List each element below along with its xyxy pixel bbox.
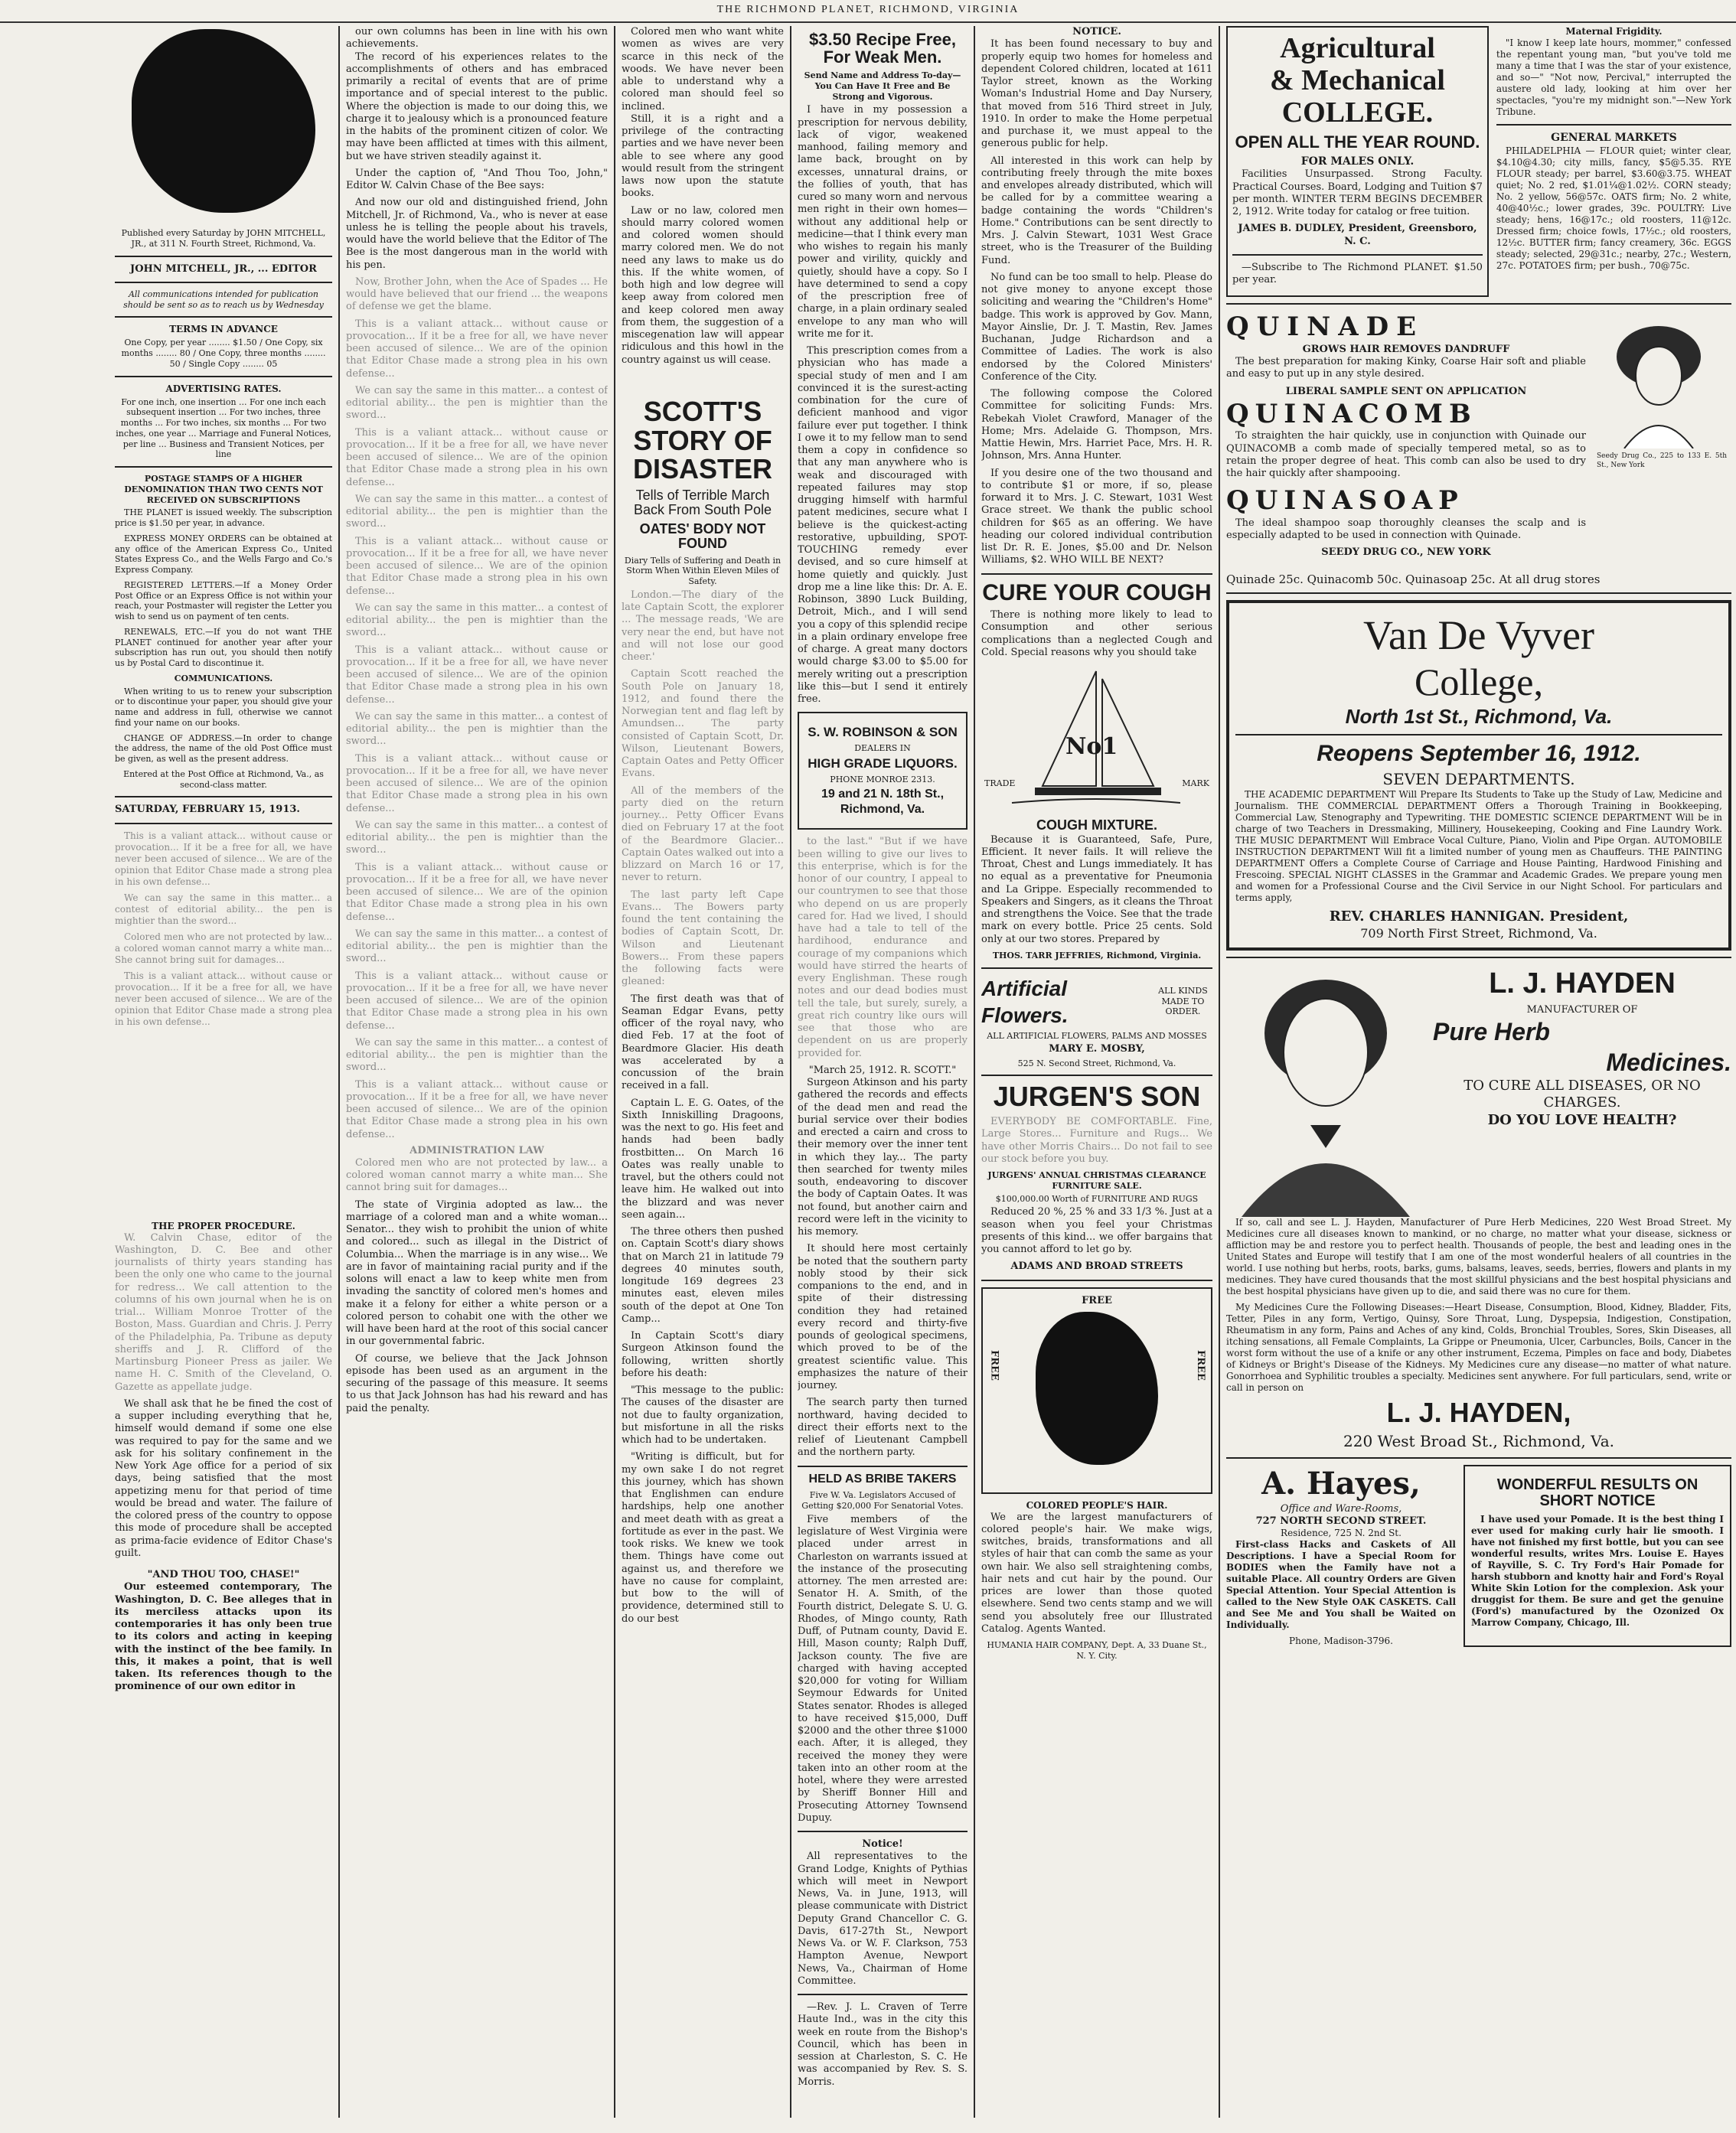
scott-continued: to the last." "But if we have been willing to give our lives to this enterprise, which is for the honor of our country, I appeal to our countrymen to see that those who depend on us are properly cared for. Had we lived, I should have had a tale to tell of the hardihood, endurance and courage of my companions which would have stirred the hearts of every Englishman. These rough notes and our dead bodies must tell the tale, but surely, surely, a great rich country like ours will see that those who are dependent on us are properly provided for. <box>798 836 968 1059</box>
agri-open: OPEN ALL THE YEAR ROUND. <box>1235 132 1480 152</box>
quinacomb-text: To straighten the hair quickly, use in conjunction with Quinade our QUINACOMB a comb made of specially tempered metal, so as to retain the proper degree of heat. This comb can also be used to dry the hair quickly after shampooing. <box>1226 430 1586 480</box>
col3-p11: In Captain Scott's diary Surgeon Atkinson found the following, written shortly before his death: <box>622 1330 784 1379</box>
hayes-address: 727 NORTH SECOND STREET. <box>1255 1515 1427 1527</box>
col3-p7: The last party left Cape Evans... The Bowers party found the tent containing the bodies of Captain Scott, Dr. Wilson and Lieutenant Bowers... From these papers the following facts were gleaned: <box>622 889 784 988</box>
cough-text: There is nothing more likely to lead to Consumption and other serious complications than a neglected Cough and Cold. Special reasons why you should take <box>981 609 1212 658</box>
hayden-text-2: My Medicines Cure the Following Diseases:—Heart Disease, Consumption, Blood, Kidney, Bladder, Fits, Tetter, Piles in any form, Vertigo, Quinsy, Sore Throat, Lung, Dyspepsia, Indigestion, Constipation, Rheumatism in any form, Pains and Aches of any kind, Colds, Bronchial Troubles, Sores, Skin Diseases, all itching sensations, all Female Complaints, La Grippe or Pneumonia, Ulcer, Carbuncles, Boils, Cancer in the worst form without the use of a knife or any other instrument, Eczema, Pimples on face and body, Diabetes of Kidneys or Bright's Disease of the Kidneys. My Medicines cure any disease—no matter of what nature. Gonorrhoea and Syphilitic troubles a specialty. Medicines sent anywhere. For full particulars, send, write or call in person on <box>1226 1301 1731 1393</box>
quinade-title: QUINADE <box>1226 311 1424 343</box>
humania: HUMANIA HAIR COMPANY, Dept. A, 33 Duane St., N. Y. City. <box>987 1640 1207 1661</box>
notice-p2: All interested in this work can help by contributing freely through the mite boxes and envelopes already distributed, which will be called for by a committee wearing a badge containing the words "Children's Home." Contributions can be sent directly to Mrs. J. Calvin Stewart, 1031 West Grace street, who is the Treasurer of the Building Fund. <box>981 155 1212 266</box>
robinson-address: 19 and 21 N. 18th St., Richmond, Va. <box>821 788 945 817</box>
vdv-address: North 1st St., Richmond, Va. <box>1345 705 1613 729</box>
col2-p3: Under the caption of, "And Thou Too, John," Editor W. Calvin Chase of the Bee says: <box>346 167 608 191</box>
agri-line-1: Agricultural <box>1280 32 1435 64</box>
atkinson-text-2: It should here most certainly be noted that the southern party nobly stood by their sick companions to the end, and in spite of their distressing condition they had retained every record and thirty-five pounds of geological specimens, which proved to be of the greatest scientific value. This emphasizes the nature of their journey. <box>798 1243 968 1392</box>
agri-males: FOR MALES ONLY. <box>1300 155 1415 168</box>
craven-note: —Rev. J. L. Craven of Terre Haute Ind., was in the city this week en route from the Bishop's Council, which has been in session at Charleston, S. C. He was accompanied by Rev. S. S. Morris. <box>798 2001 968 2088</box>
flowers-headline: Artificial Flowers. <box>981 976 1069 1027</box>
col3-p9: Captain L. E. G. Oates, of the Sixth Inniskilling Dragoons, was the next to go. His feet and hands had been badly frostbitten... On March 16 Oates was really unable to travel, but the others could not leave him. He walked out into the blizzard and was never seen again... <box>622 1097 784 1221</box>
procedure-text: W. Calvin Chase, editor of the Washington, D. C. Bee and other journalists of thirty years standing has been the only one who came to the journal for redress... We call attention to the columns of his own journal when he is on trial... William Monroe Trotter of the Boston, Mass. Guardian and Chris. J. Perry of the Philadelphia, Pa. Tribune as deputy sheriffs and J. R. Clifford of the Martinsburg Pioneer Press as jailer. We name H. C. Smith of the Cleveland, O. Gazette as appellate judge. <box>115 1231 332 1393</box>
free-top: FREE <box>1082 1294 1112 1306</box>
bribe-subhead: Five W. Va. Legislators Accused of Getting $20,000 For Senatorial Votes. <box>801 1490 964 1512</box>
col2-p1: our own columns has been in line with his own achievements. <box>346 26 608 51</box>
quinasoap-title: QUINASOAP <box>1226 485 1464 517</box>
atkinson-text: Surgeon Atkinson and his party gathered the records and effects of the dead men and read the burial service over their bodies and erected a cairn and cross to their memory over the inner tent in which they lay... The party then searched for twenty miles south, endeavoring to discover the body of Captain Oates. It was not found, but another cairn and record were left in the vicinity to his memory. <box>798 1077 968 1238</box>
col2-p11: Of course, we believe that the Jack Johnson episode has been used as an argument in the securing of the passage of this measure. It seems to us that Jack Johnson has had his reward and has paid the penalty. <box>346 1352 608 1414</box>
hair-text: We are the largest manufacturers of colored people's hair. We make wigs, switches, braids, transformations and all styles of hair that can comb the same as your own hair. We also sell straightening combs, hair nets and cut hair by the pound. Our prices are lower than those quoted elsewhere. Send two cents stamp and we will send you absolutely free our Illustrated Catalog. Agents Wanted. <box>981 1511 1212 1635</box>
quinade-ad <box>1226 311 1731 586</box>
mark-label: MARK <box>1182 778 1209 788</box>
column-rule <box>974 26 975 2118</box>
col3-p10: The three others then pushed on. Captain Scott's diary shows that on March 21 in latitude 79 degrees 40 minutes south, longitude 169 degrees 23 minutes east, eleven miles south of the depot at One Ton Camp... <box>622 1226 784 1325</box>
col3-p6: All of the members of the party died on the return journey... Petty Officer Evans died on February 17 at the foot of the Beardmore Glacier... Captain Oates walked out into a blizzard on March 16 or 17, never to return. <box>622 784 784 884</box>
jeffries: THOS. TARR JEFFRIES, Richmond, Virginia. <box>992 950 1202 961</box>
frigidity-text: "I know I keep late hours, mommer," confessed the repentant young man, "but you've told me many a time that I was the star of your existence, and so—" "Not now, Percival," interrupted the austere old lady, looking at him over her spectacles, "you're my midnight son."—New York Tribune. <box>1496 38 1731 117</box>
flowers-ad-head <box>981 975 1212 1029</box>
notice-title: NOTICE. <box>1072 26 1121 38</box>
col3-p4: London.—The diary of the late Captain Scott, the explorer ... The message reads, 'We are very near the end, but have not and will not lose our good cheer.' <box>622 589 784 664</box>
mosby-address: 525 N. Second Street, Richmond, Va. <box>1017 1058 1176 1068</box>
agri-line-2: & Mechanical <box>1269 64 1445 96</box>
wonderful-headline: WONDERFUL RESULTS ON SHORT NOTICE <box>1496 1476 1698 1509</box>
col2-faded-body: This is a valiant attack... without cause or provocation... If it be a free for all, we have never been accused of silence... We are of the opinion that Editor Chase made a strong plea in his own defense... We can say the same in this matter... a contest of editorial ability... the pen is mightier than the sword... This is a valiant attack... without cause or provocation... If it be a free for all, we have never been accused of silence... We are of the opinion that Editor Chase made a strong plea in his own defense... We can say the same in this matter... a contest of editorial ability... the pen is mightier than the sword... This is a valiant attack... without cause or provocation... If it be a free for all, we have never been accused of silence... We are of the opinion that Editor Chase made a strong plea in his own defense... We can say the same in this matter... a contest of editorial ability... the pen is mightier than the sword... This is a valiant attack... without cause or provocation... If it be a free for all, we have never been accused of silence... We are of the opinion that Editor Chase made a strong plea in his own defense... We can say the same in this matter... a contest of editorial ability... the pen is mightier than the sword... This is a valiant attack... without cause or provocation... If it be a free for all, we have never been accused of silence... We are of the opinion that Editor Chase made a strong plea in his own defense... We can say the same in this matter... a contest of editorial ability... the pen is mightier than the sword... This is a valiant attack... without cause or provocation... If it be a free for all, we have never been accused of silence... We are of the opinion that Editor Chase made a strong plea in his own defense... We can say the same in this matter... a contest of editorial ability... the pen is mightier than the sword... This is a valiant attack... without cause or provocation... If it be a free for all, we have never been accused of silence... We are of the opinion that Editor Chase made a strong plea in his own defense... We can say the same in this matter... a contest of editorial ability... the pen is mightier than the sword... This is a valiant attack... without cause or provocation... If it be a free for all, we have never been accused of silence... We are of the opinion that Editor Chase made a strong plea in his own defense... <box>346 318 608 1140</box>
hayes-text: First-class Hacks and Caskets of All Descriptions. I have a Special Room for BODIES when the Family have not a suitable Place. All country Orders are Given Special Attention. Your Special Attention is called to the New Style OAK CASKETS. Call and See Me and You shall be Waited on Individually. <box>1226 1539 1456 1631</box>
jurgens-address: ADAMS AND BROAD STREETS <box>1010 1261 1183 1273</box>
diary-subhead: Diary Tells of Suffering and Death in Storm When Within Eleven Miles of Safety. <box>624 555 782 587</box>
atkinson-text-3: The search party then turned northward, having decided to direct their efforts next to the relief of Lieutenant Campbell and the northern party. <box>798 1397 968 1459</box>
col2-p5: Now, Brother John, when the Ace of Spades ... He would have believed that our friend ... the weapons of defense we get the blame. <box>346 276 608 313</box>
woman-portrait-icon <box>1601 318 1716 448</box>
notice-p4: The following compose the Colored Committee for soliciting Funds: Mrs. Rebekah Violet Crawford, Manager of the Home; Mrs. Adelaide G. Thompson, Mrs. Mattie Hewin, Mrs. Harriet Pace, Mrs. H. R. Johnson, Mrs. Anna Hunter. <box>981 388 1212 462</box>
recipe-subhead: Send Name and Address To-day—You Can Have It Free and Be Strong and Vigorous. <box>804 70 961 102</box>
express-note: EXPRESS MONEY ORDERS can be obtained at any office of the American Express Co., United States Express Co., and the Wells Fargo and Co.'s Express Company. <box>115 533 332 575</box>
scott-headline: SCOTT'S STORY OF DISASTER <box>632 395 773 485</box>
flowers-text: ALL ARTIFICIAL FLOWERS, PALMS AND MOSSES <box>987 1030 1207 1041</box>
jurgens-sale: JURGENS' ANNUAL CHRISTMAS CLEARANCE FURNITURE SALE. <box>987 1170 1206 1191</box>
date-line: SATURDAY, FEBRUARY 15, 1913. <box>115 804 300 816</box>
publisher-line: Published every Saturday by JOHN MITCHELL, JR., at 311 N. Fourth Street, Richmond, Va. <box>121 228 326 249</box>
planet-issued: THE PLANET is issued weekly. The subscription price is $1.50 per year, in advance. <box>115 507 332 528</box>
jurgens-text: EVERYBODY BE COMFORTABLE. Fine, Large Stores... Furniture and Rugs... We have other Morris Chairs... Do not fail to see our stock before you buy. <box>981 1116 1212 1165</box>
communications-title: COMMUNICATIONS. <box>174 673 273 683</box>
notice-p5: If you desire one of the two thousand and to contribute $1 or more, if so, please forward it to Mrs. J. C. Stewart, 1031 West Grace street. We thank the public school children for $65 as an offering. We have heading our colored individual contribution list Dr. R. E. Jones, $5.00 and Dr. Nelson Williams, $2. WHO WILL BE NEXT? <box>981 467 1212 566</box>
wonderful-text: I have used your Pomade. It is the best thing I ever used for making curly hair lie smooth. I have not finished my first bottle, but you can see wonderful results, writes Mrs. Louise E. Hayes of Rayville, S. C. Try Ford's Hair Pomade for harsh stubborn and knotty hair and Ford's Royal White Skin Lotion for the complexion. Ask your druggist for them. Be sure and get the genuine (Ford's) manufactured by the Ozonized Ox Marrow Company, Chicago, Ill. <box>1471 1513 1724 1628</box>
and-thou-title: "AND THOU TOO, CHASE!" <box>147 1569 300 1580</box>
robinson-ad <box>798 712 968 830</box>
oates-headline: OATES' BODY NOT FOUND <box>639 520 766 551</box>
vdv-reopens: Reopens September 16, 1912. <box>1317 740 1641 766</box>
column-3 <box>622 26 784 2118</box>
jurgens-sale-3: Reduced 20 %, 25 % and 33 1/3 %. Just at a season when you feel your Christmas presents of this kind... we offer bargains that you cannot afford to let go by. <box>981 1206 1212 1256</box>
and-thou-text: Our esteemed contemporary, The Washington, D. C. Bee alleges that in its merciless attacks upon its contemporaries it has only been true to its colors and acting in keeping with the instinct of the bee family. In this, it makes a point, that is well taken. Its references though to the prominence of our own editor in <box>115 1581 332 1693</box>
recipe-text: I have in my possession a prescription for nervous debility, lack of vigor, weakened manhood, failing memory and lame back, brought on by excesses, unnatural drains, or the follies of youth, that has cured so many worn and nervous men right in their own homes—without any additional help or medicine—that I think every man who wishes to regain his manly power and virility, quickly and quietly, should have a copy. So I have determined to send a copy of the prescription free of charge, in a plain ordinary sealed envelope to any man who will write me for it. <box>798 104 968 340</box>
agri-president: JAMES B. DUDLEY, President, Greensboro, N. C. <box>1238 223 1477 247</box>
col3-p1: Colored men who want white women as wives are very scarce in this neck of the woods. We have never been able to understand why a colored man should feel so inclined. <box>622 26 784 113</box>
vdv-line-1: Van De Vyver <box>1363 612 1594 659</box>
recipe-text-2: This prescription comes from a physician who has made a special study of men and I am convinced it is the surest-acting combination for the cure of deficient manhood and vigor failure ever put together. I think I owe it to my fellow man to send them a copy in confidence so that any man anywhere who is weak and discouraged with repeated failures may stop drugging himself with harmful patent medicines, secure what I believe is the quickest-acting restorative, upbuilding, SPOT-TOUCHING remedy ever devised, and so cure himself at home quietly and quickly. Just drop me a line like this: Dr. A. E. Robinson, 3890 Luck Building, Detroit, Mich., and I will send you a copy of this splendid recipe in a plain ordinary envelope free of charge. A great many doctors would charge $3.00 to $5.00 for merely writing out a prescription like this—but I send it entirely free. <box>798 345 968 706</box>
trade-label: TRADE <box>984 778 1016 788</box>
vdv-ad <box>1226 600 1731 950</box>
markets-text: PHILADELPHIA — FLOUR quiet; winter clear, $4.10@4.30; city mills, fancy, $5@5.35. RYE FLOUR steady; per barrel, $3.60@3.75. WHEAT quiet; No. 2 red, $1.01¼@1.02½. CORN steady; No. 2 yellow, 56@57c. OATS firm; No. 2 white, 40@40½c.; lower grades, 39c. POULTRY: Live steady; hens, 16@17c.; old roosters, 11@12c. Dressed firm; choice fowls, 17½c.; old roosters, 12½c. BUTTER firm; fancy creamery, 36c. EGGS steady; selected, 29@31c.; nearby, 27c.; Western, 27c. POTATOES firm; per bush., 70@75c. <box>1496 145 1731 271</box>
notice-text: All representatives to the Grand Lodge, Knights of Pythias which will meet in Newport News, Va. in June, 1913, will please communicate with District Deputy Grand Chancellor C. G. Davis, 617-27th St., Newport News Va. or W. F. Clarkson, 753 Hampton Avenue, Newport News, Va., Chairman of Home Committee. <box>798 1851 968 1987</box>
vdv-seven: SEVEN DEPARTMENTS. <box>1382 770 1575 789</box>
robinson-goods: HIGH GRADE LIQUORS. <box>808 756 958 771</box>
col2-p4: And now our old and distinguished friend, John Mitchell, Jr. of Richmond, Va., who is never at ease unless he is telling the people about his travels, would have the world believe that the Editor of The Bee is the most dangerous man in the world with his pen. <box>346 197 608 271</box>
bottom-ads <box>1226 1465 1731 1648</box>
postage-note: POSTAGE STAMPS OF A HIGHER DENOMINATION THAN TWO CENTS NOT RECEIVED ON SUBSCRIPTIONS <box>124 474 323 505</box>
vdv-line-2: College, <box>1414 660 1544 703</box>
col6-right-top <box>1496 26 1731 297</box>
column-4 <box>798 26 968 2118</box>
column-rule <box>338 26 340 2118</box>
robinson-phone: PHONE MONROE 2313. <box>830 774 935 784</box>
quinade-text: The best preparation for making Kinky, Coarse Hair soft and pliable and easy to put up in any style desired. <box>1226 356 1586 380</box>
entered-note: Entered at the Post Office at Richmond, Va., as second-class matter. <box>123 768 324 790</box>
flowers-right: ALL KINDS MADE TO ORDER. <box>1158 985 1208 1017</box>
hayden-text: If so, call and see L. J. Hayden, Manufacturer of Pure Herb Medicines, 220 West Broad Street. My Medicines cure all diseases known to mankind, or no charge, no matter what your disease, sickness or affliction may be and restore you to perfect health. Thousands of people, the best and leading ones in the United States and Europe will testify that I am one of the most wonderful healers of all countries in the world. I use nothing but herbs, roots, barks, gums, balsams, leaves, seeds, berries, flowers and plants in my medicines. They have cured thousands that the most skillful physicians and the best hospital physicians and the best hospital physicians have given up to die, and said there was no cure for them. <box>1226 1216 1731 1296</box>
free-right: FREE <box>1195 1349 1206 1381</box>
hayden-medicines: Medicines. <box>1606 1048 1731 1076</box>
bribe-text: Five members of the legislature of West Virginia were placed under arrest in Charleston on warrants issued at the instance of the prosecuting attorney. The men arrested are: Senator H. A. Smith, of the Fourth district, Delegate S. U. G. Rhodes, of Mingo county, Rath Duff, of Putnam county, David E. Hill, Mason county; Ralph Duff, Jackson county. The five are charged with having accepted $20,000 for voting for William Seymour Edwards for United States senator. Rhodes is alleged to have received $15,000, Duff $2000 and the other three $1000 each. After, it is alleged, they received the money they were taken into an other room at the hotel, where they were arrested by Sheriff Bonner Hill and Prosecuting Attorney Townsend Dupuy. <box>798 1513 968 1824</box>
quinade-sub: GROWS HAIR REMOVES DANDRUFF <box>1302 343 1510 355</box>
col3-p13: "Writing is difficult, but for my own sake I do not regret this journey, which has shown that Englishmen can endure hardships, help one another and meet death with as great a fortitude as ever in the past. We took risks. We knew we took them. Things have come out against us, and therefore we have no cause for complaint, but bow to the will of providence, determined still to do our best <box>622 1451 784 1625</box>
hayes-phone: Phone, Madison-3796. <box>1289 1636 1393 1647</box>
hayes-ad <box>1226 1465 1456 1648</box>
seedy-small: Seedy Drug Co., 225 to 133 E. 5th St., New York <box>1597 452 1727 469</box>
proper-procedure-title: THE PROPER PROCEDURE. <box>152 1220 295 1231</box>
agri-ad <box>1226 26 1489 297</box>
col3-p12: "This message to the public: The causes of the disaster are not due to faulty organization, but misfortune in all the risks which had to be undertaken. <box>622 1384 784 1446</box>
hayes-residence: Residence, 725 N. 2nd St. <box>1281 1528 1402 1539</box>
column-5 <box>981 26 1212 2118</box>
col2-p9: Colored men who are not protected by law... a colored woman cannot marry a white man... She cannot bring suit for damages... <box>346 1156 608 1194</box>
quinade-liberal: LIBERAL SAMPLE SENT ON APPLICATION <box>1285 385 1527 397</box>
robinson-dealers: DEALERS IN <box>854 742 911 753</box>
hayden-manufacturer: MANUFACTURER OF <box>1526 1003 1638 1016</box>
hayden-address: 220 West Broad St., Richmond, Va. <box>1343 1431 1614 1450</box>
notice-headline: Notice! <box>862 1838 903 1851</box>
masthead-emblem <box>132 29 315 213</box>
terms-title: TERMS IN ADVANCE <box>169 324 278 335</box>
renewals-note: RENEWALS, ETC.—If you do not want THE PLANET continued for another year after your subscription has run out, you should then notify us by Postal Card to discontinue it. <box>115 626 332 668</box>
change-note: CHANGE OF ADDRESS.—In order to change the address, the name of the old Post Office must be given, as well as the present address. <box>115 732 332 764</box>
hair-sample-image <box>1036 1312 1158 1465</box>
masthead: THE RICHMOND PLANET, RICHMOND, VIRGINIA <box>0 0 1736 23</box>
hayden-health: DO YOU LOVE HEALTH? <box>1487 1111 1677 1128</box>
administration-law-title: ADMINISTRATION LAW <box>410 1144 544 1156</box>
column-rule <box>1219 26 1220 2118</box>
registered-note: REGISTERED LETTERS.—If a Money Order Post Office or an Express Office is not within your reach, your Postmaster will register the Letter you wish to send us on payment of ten cents. <box>115 579 332 621</box>
hair-caption: COLORED PEOPLE'S HAIR. <box>1026 1499 1168 1511</box>
communications-note: All communications intended for publication should be sent so as to reach us by Wednesday <box>123 289 324 310</box>
robinson-name: S. W. ROBINSON & SON <box>808 725 958 740</box>
column-rule <box>790 26 791 2118</box>
free-left: FREE <box>988 1349 1000 1381</box>
quinasoap-text: The ideal shampoo soap thoroughly cleanses the scalp and is especially adapted to be used in connection with Quinade. <box>1226 517 1586 542</box>
no1-mark: No1 <box>1065 733 1118 760</box>
bribe-headline: HELD AS BRIBE TAKERS <box>808 1472 957 1486</box>
communications-text: When writing to us to renew your subscription or to discontinue your paper, you should give your name and address in full, otherwise we cannot find your name on our books. <box>115 686 332 728</box>
scott-signature: "March 25, 1912. R. SCOTT." <box>808 1064 957 1076</box>
subscribe-note: —Subscribe to The Richmond PLANET. $1.50 per year. <box>1232 261 1483 286</box>
column-rule <box>614 26 615 2118</box>
hayden-herb: Pure Herb <box>1433 1017 1550 1045</box>
notice-p1: It has been found necessary to buy and properly equip two homes for homeless and dependent Colored children, located at 1611 Taylor street, known as the Working Woman's Industrial Home and Day Nursery, that moved from 516 Third street in July, 1910. In order to make the Home perpetual and purchase it, we must appeal to the generous public for help. <box>981 38 1212 150</box>
agri-text: Facilities Unsurpassed. Strong Faculty. Practical Courses. Board, Lodging and Tuition $7 per month. WINTER TERM BEGINS DECEMBER 2, 1912. Write today for catalog or free tuition. <box>1232 168 1483 218</box>
col3-p2: Still, it is a right and a privilege of the contracting parties and we have never been able to see where any good would result from the stringent laws now upon the statute books. <box>622 113 784 200</box>
faded-editorial: This is a valiant attack... without cause or provocation... If it be a free for all, we have never been accused of silence... We are of the opinion that Editor Chase made a strong plea in his own defense... We can say the same in this matter... a contest of editorial ability... the pen is mightier than the sword... Colored men who are not protected by law... a colored woman cannot marry a white man... She cannot bring suit for damages... This is a valiant attack... without cause or provocation... If it be a free for all, we have never been accused of silence... We are of the opinion that Editor Chase made a strong plea in his own defense... <box>115 830 332 1027</box>
quina-prices: Quinade 25c. Quinacomb 50c. Quinasoap 25c. At all drug stores <box>1226 572 1601 586</box>
vdv-departments: THE ACADEMIC DEPARTMENT Will Prepare Its Students to Take up the Study of Law, Medicine and Journalism. THE COMMERCIAL DEPARTMENT Offers a Thorough Training in Bookkeeping, Commercial Law, Stenography and Typewriting. THE DOMESTIC SCIENCE DEPARTMENT Will be in charge of two Teachers in Dressmaking, Millinery, Housekeeping, Cooking and Fine Laundry Work. THE MUSIC DEPARTMENT Will Embrace Vocal Culture, Piano, Violin and Pipe Organ. AUTOMOBILE INSTRUCTION DEPARTMENT Will fit a limited number of young men as Chauffeurs. THE PAINTING DEPARTMENT Offers a Complete Course of Carriage and House Painting, Hardwood Finishing and Frescoing. SPECIAL NIGHT CLASSES in the Grammar and Academic Grades. We prepare young men and women for a Professional Course and the Civil Service in our Night School. For particulars and terms apply, <box>1235 789 1722 904</box>
markets-headline: GENERAL MARKETS <box>1551 132 1677 144</box>
hayden-name-2: L. J. HAYDEN, <box>1386 1396 1571 1428</box>
col2-p2: The record of his experiences relates to the accomplishments of others and has embraced primarily a recital of events that are of prime importance and of special interest to the public. Where the objection is made to our doing this, we charge it to jealousy which is a pronounced feature in the habits of the prominent citizen of color. We may have been afflicted at times with this ailment, but we have striven steadily against it. <box>346 51 608 162</box>
cough-text-2: Because it is Guaranteed, Safe, Pure, Efficient. It never fails. It will relieve the Throat, Chest and Lungs immediately. It has no equal as a preventative for Pneumonia and La Grippe. Especially recommended to Speakers and Singers, as it cleans the Throat and strengthens the Voice. See that the trade mark on every bottle. Price 25 cents. Sold only at our two stores. Prepared by <box>981 833 1212 945</box>
jurgens-sale-2: $100,000.00 Worth of FURNITURE AND RUGS <box>995 1193 1199 1204</box>
col3-p3: Law or no law, colored men should marry colored women and colored women should marry colored men. We do not need any laws to make us do this. If the white women, of both high and low degree will keep away from colored men and keep colored men away from them, the suggestion of a miscegenation law will appear ridiculous and this howl in the country against us will cease. <box>622 204 784 366</box>
col2-p10: The state of Virginia adopted as law... the marriage of a colored man and a white woman... Senator... they wish to prohibit the union of white and colored... such as illegal in the District of Columbia... When the marriage is in any wise... We are in favor of maintaining racial purity and if the solons will enact a law to keep white men from invading the sanctity of colored men's homes and make it a felony for either a white person or a colored person to cohabit one with the other we will have been hard at the root of this social cancer in our governmental fabric. <box>346 1199 608 1348</box>
hayden-ad <box>1226 964 1731 1217</box>
vdv-president-address: 709 North First Street, Richmond, Va. <box>1360 925 1597 941</box>
quinacomb-title: QUINACOMB <box>1226 398 1477 429</box>
mosby-name: MARY E. MOSBY, <box>1049 1043 1145 1055</box>
jurgens-headline: JURGEN'S SON <box>993 1081 1201 1113</box>
recipe-title: $3.50 Recipe Free, For Weak Men. <box>808 30 956 67</box>
advertising-rates: For one inch, one insertion ... For one inch each subsequent insertion ... For two inches, three months ... For two inches, six months ... For two inches, one year ... Marriage and Funeral Notices, per line ... Business and Transient Notices, per line <box>116 396 331 460</box>
col3-p5: Captain Scott reached the South Pole on January 18, 1912, and found there the Norwegian tent and flag left by Amundsen... The party consisted of Captain Scott, Dr. Wilson, Lieutenant Bowers, Captain Oates and Petty Officer Evans. <box>622 668 784 780</box>
editor-line: JOHN MITCHELL, JR., ... EDITOR <box>130 263 317 275</box>
cough-trademark <box>981 664 1212 817</box>
column-6 <box>1226 26 1731 2118</box>
hair-ad <box>981 1287 1212 1494</box>
seedy-drug: SEEDY DRUG CO., NEW YORK <box>1321 546 1491 559</box>
scott-subhead: Tells of Terrible March Back From South Pole <box>633 488 772 518</box>
agri-line-3: COLLEGE. <box>1281 96 1434 129</box>
hayes-name: A. Hayes, <box>1261 1465 1421 1502</box>
col3-p8: The first death was that of Seaman Edgar Evans, petty officer of the royal navy, who died Feb. 17 at the foot of Beardmore Glacier. His death was accelerated by a concussion of the brain received in a fall. <box>622 993 784 1092</box>
hayden-name: L. J. HAYDEN <box>1489 967 1676 1000</box>
column-2 <box>346 26 608 2118</box>
wonderful-ad <box>1464 1465 1731 1648</box>
column-1 <box>115 26 332 2118</box>
terms: One Copy, per year ........ $1.50 / One Copy, six months ........ 80 / One Copy, three months ........ 50 / Single Copy ........ 05 <box>121 338 326 369</box>
notice-p3: No fund can be too small to help. Please do not give money to anyone except those soliciting and wearing the "Children's Home" badge. This work is approved by Gov. Mann, Mayor Ainslie, Dr. J. T. Mastin, Rev. James Buchanan, Judge Richardson and a Committee of Ladies. The work is also endorsed by the Colored Ministers' Conference of the City. <box>981 271 1212 383</box>
hayes-office: Office and Ware-Rooms, <box>1280 1502 1402 1515</box>
cough-headline: CURE YOUR COUGH <box>982 579 1212 605</box>
frigidity-headline: Maternal Frigidity. <box>1565 26 1663 37</box>
supper-text: We shall ask that he be fined the cost of a supper including everything that he, himself would demand if some one else was required to pay for the same and we ask for his solitary confinement in the New York Age office for a period of six days, being satisfied that the most appetizing menu for that period of time would be bread and water. The failure of the colored press of the country to oppose this mode of procedure shall be accepted as prima-facie evidence of Editor Chase's guilt. <box>115 1398 332 1559</box>
vdv-president: REV. CHARLES HANNIGAN. President, <box>1329 908 1629 925</box>
advertising-title: ADVERTISING RATES. <box>165 383 282 394</box>
cough-mixture: COUGH MIXTURE. <box>1036 817 1157 833</box>
hayden-portrait-icon <box>1226 964 1425 1217</box>
hayden-cure: TO CURE ALL DISEASES, OR NO CHARGES. <box>1464 1077 1701 1111</box>
